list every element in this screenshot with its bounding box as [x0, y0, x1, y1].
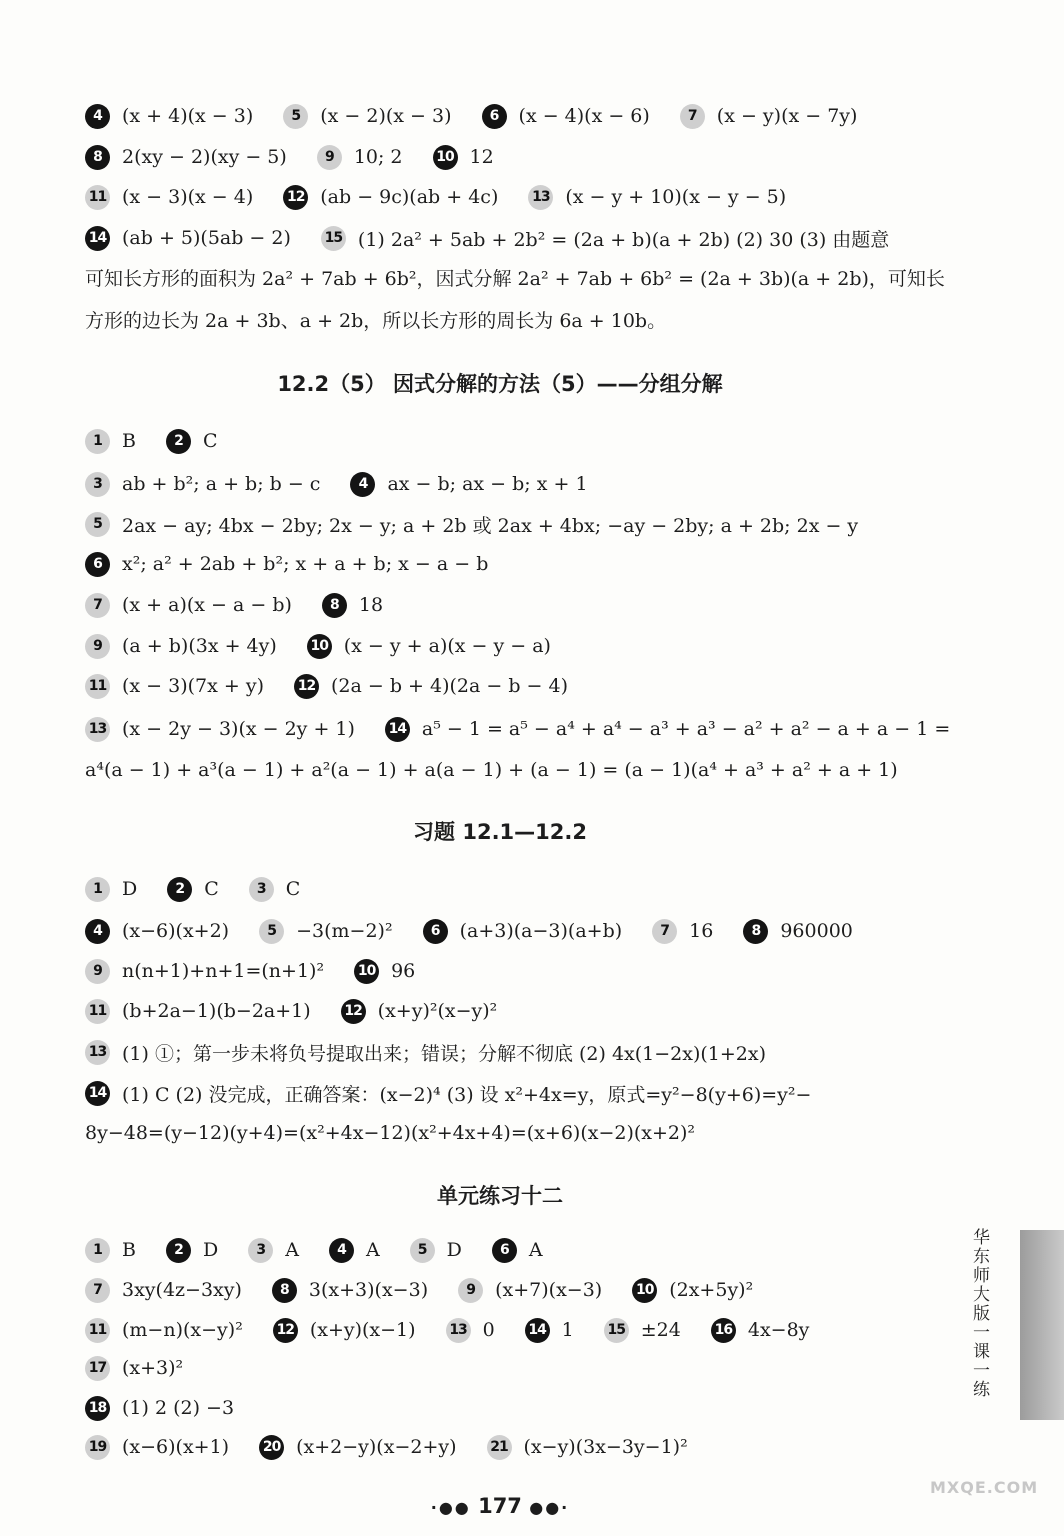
- question-number-badge: 15: [604, 1318, 629, 1343]
- answer-item: [525, 1318, 574, 1343]
- answer-item: [680, 104, 858, 129]
- question-number-badge: 12: [273, 1318, 298, 1343]
- answer-text: (x+3)²: [122, 1357, 184, 1379]
- s2-line-5: [85, 1077, 994, 1109]
- answer-text: (1) 2 (2) −3: [122, 1397, 235, 1419]
- answer-text: (x − y + a)(x − y − a): [343, 635, 551, 657]
- answer-text: A: [365, 1239, 380, 1261]
- answer-item: [307, 634, 551, 659]
- answer-text: (x − 2y − 3)(x − 2y + 1): [122, 718, 355, 740]
- answer-text: A: [285, 1239, 299, 1261]
- answer-text: (2x+5y)²: [669, 1279, 754, 1301]
- question-number-badge: 1: [85, 877, 110, 902]
- question-number-badge: 6: [492, 1238, 517, 1263]
- question-number-badge: 12: [294, 674, 319, 699]
- answer-text: (a + b)(3x + 4y): [122, 635, 277, 657]
- answer-text: ab + b²; a + b; b − c: [122, 473, 321, 495]
- answer-text: C: [285, 878, 301, 900]
- question-number-badge: 19: [85, 1435, 110, 1460]
- question-number-badge: 3: [248, 1238, 273, 1263]
- answer-text: 96: [391, 960, 416, 982]
- question-number-badge: 14: [525, 1318, 550, 1343]
- answer-text: (x+7)(x−3): [495, 1279, 603, 1301]
- answer-item: [166, 1238, 218, 1263]
- answer-item: [85, 145, 287, 170]
- s3-line-4: [85, 1392, 994, 1424]
- answer-text: ±24: [640, 1319, 681, 1341]
- answer-item: [321, 225, 889, 252]
- answer-text: C: [202, 430, 218, 452]
- answer-item: [85, 1356, 183, 1381]
- answer-text: a⁵ − 1 = a⁵ − a⁴ + a⁴ − a³ + a³ − a² + a² − a + a − 1 =: [421, 718, 951, 740]
- section-title-unit-practice: 单元练习十二: [437, 1184, 563, 1208]
- answer-text: D: [446, 1239, 462, 1261]
- s2-line-0: [85, 873, 994, 905]
- question-number-badge: 21: [487, 1435, 512, 1460]
- s1-line-6: [85, 670, 994, 702]
- answer-item: [85, 877, 137, 902]
- s1-line-1: [85, 468, 994, 500]
- question-number-badge: 5: [85, 512, 110, 537]
- answer-item: [166, 429, 218, 454]
- question-number-badge: 8: [85, 145, 110, 170]
- question-number-badge: 1: [85, 429, 110, 454]
- answer-item: [248, 1238, 299, 1263]
- question-number-badge: 14: [385, 717, 410, 742]
- side-tab-label: 华东师大版一课一练: [969, 1228, 989, 1399]
- question-number-badge: 5: [259, 919, 284, 944]
- question-number-badge: 3: [249, 877, 274, 902]
- answer-item: [85, 1080, 811, 1107]
- answer-text: (x − 3)(x − 4): [122, 186, 254, 208]
- answer-item: [85, 674, 264, 699]
- answer-text: (x − 2)(x − 3): [320, 105, 452, 127]
- answer-item: [433, 145, 494, 170]
- question-number-badge: 7: [85, 1278, 110, 1303]
- question-number-badge: 4: [85, 919, 110, 944]
- question-number-badge: 6: [85, 552, 110, 577]
- answer-item: [385, 717, 950, 742]
- question-number-badge: 4: [329, 1238, 354, 1263]
- answer-item: [167, 877, 219, 902]
- answer-text: 1: [561, 1319, 574, 1341]
- answer-text: 18: [358, 594, 384, 616]
- s1-paragraph: a⁴(a − 1) + a³(a − 1) + a²(a − 1) + a(a − 1) + (a − 1) = (a − 1)(a⁴ + a³ + a² + a + 1): [85, 759, 898, 781]
- answer-item: [482, 104, 650, 129]
- top-line-0: [85, 100, 994, 132]
- s1-line-2: [85, 508, 994, 540]
- top-line-1: [85, 141, 994, 173]
- answer-item: [350, 472, 587, 497]
- answer-item: [354, 959, 415, 984]
- question-number-badge: 8: [272, 1278, 297, 1303]
- s3-line-2: [85, 1314, 994, 1346]
- s2-line-3: [85, 995, 994, 1027]
- answer-item: [652, 919, 713, 944]
- answer-item: [85, 429, 136, 454]
- page-dots-left: ·●●: [430, 1498, 471, 1517]
- question-number-badge: 15: [321, 226, 346, 251]
- answer-item: [492, 1238, 543, 1263]
- answer-text: (x − 4)(x − 6): [518, 105, 650, 127]
- s3-line-0: [85, 1234, 994, 1266]
- watermark-logo: MXQE.COM: [930, 1478, 1039, 1497]
- answer-text: 10; 2: [353, 146, 403, 168]
- s1-line-3: [85, 548, 994, 580]
- question-number-badge: 11: [85, 999, 110, 1024]
- answer-text: (2a − b + 4)(2a − b − 4): [331, 675, 568, 697]
- answer-text: (x + 4)(x − 3): [122, 105, 254, 127]
- answer-item: [85, 717, 355, 742]
- answer-item: [743, 919, 853, 944]
- answer-text: (ab + 5)(5ab − 2): [122, 227, 291, 249]
- answer-item: [273, 1318, 416, 1343]
- question-number-badge: 13: [446, 1318, 471, 1343]
- answer-text: 960000: [780, 920, 853, 942]
- question-number-badge: 16: [711, 1318, 736, 1343]
- s2-line-2: [85, 955, 994, 987]
- question-number-badge: 8: [743, 919, 768, 944]
- answer-item: [283, 185, 498, 210]
- question-number-badge: 20: [259, 1435, 284, 1460]
- question-number-badge: 7: [652, 919, 677, 944]
- answer-text: n(n+1)+n+1=(n+1)²: [122, 960, 325, 982]
- section-title-grouping: 12.2（5） 因式分解的方法（5）——分组分解: [277, 372, 723, 396]
- answer-text: (ab − 9c)(ab + 4c): [320, 186, 499, 208]
- question-number-badge: 10: [433, 145, 458, 170]
- answer-item: [272, 1278, 428, 1303]
- question-number-badge: 11: [85, 674, 110, 699]
- answer-item: [259, 919, 392, 944]
- answer-text: 3(x+3)(x−3): [308, 1279, 429, 1301]
- answer-item: [85, 1278, 242, 1303]
- answer-text: D: [122, 878, 138, 900]
- question-number-badge: 2: [167, 877, 192, 902]
- answer-item: [317, 145, 403, 170]
- answer-item: [85, 1039, 766, 1066]
- question-number-badge: 3: [85, 472, 110, 497]
- answer-text: C: [204, 878, 219, 900]
- question-number-badge: 14: [85, 226, 110, 251]
- question-number-badge: 9: [85, 634, 110, 659]
- question-number-badge: 9: [85, 959, 110, 984]
- question-number-badge: 13: [528, 185, 553, 210]
- question-number-badge: 4: [85, 104, 110, 129]
- answer-item: [329, 1238, 380, 1263]
- answer-item: [85, 1396, 234, 1421]
- answer-text: (x − y)(x − 7y): [716, 105, 858, 127]
- question-number-badge: 10: [632, 1278, 657, 1303]
- top-paragraph-0: 可知长方形的面积为 2a² + 7ab + 6b²，因式分解 2a² + 7ab + 6b² = (2a + 3b)(a + 2b)，可知长: [85, 268, 945, 290]
- answer-item: [632, 1278, 753, 1303]
- s3-line-1: [85, 1274, 994, 1306]
- question-number-badge: 7: [680, 104, 705, 129]
- answer-text: 2ax − ay; 4bx − 2by; 2x − y; a + 2b 或 2ax + 4bx; −ay − 2by; a + 2b; 2x − y: [122, 514, 859, 537]
- answer-item: [85, 1435, 229, 1460]
- answer-text: B: [122, 430, 136, 452]
- s2-line-1: [85, 915, 994, 947]
- question-number-badge: 13: [85, 1040, 110, 1065]
- page-number: 177: [478, 1494, 522, 1518]
- answer-text: (b+2a−1)(b−2a+1): [122, 1000, 311, 1022]
- s3-line-5: [85, 1431, 994, 1463]
- question-number-badge: 10: [307, 634, 332, 659]
- answer-item: [85, 552, 488, 577]
- answer-text: x²; a² + 2ab + b²; x + a + b; x − a − b: [122, 553, 489, 575]
- answer-item: [85, 999, 311, 1024]
- answer-item: [410, 1238, 462, 1263]
- question-number-badge: 18: [85, 1396, 110, 1421]
- answer-item: [85, 185, 253, 210]
- answer-item: [446, 1318, 495, 1343]
- answer-item: [423, 919, 623, 944]
- question-number-badge: 1: [85, 1238, 110, 1263]
- answer-text: (1) 2a² + 5ab + 2b² = (2a + b)(a + 2b) (2) 30 (3) 由题意: [357, 228, 890, 251]
- page-number-row: [0, 1494, 1000, 1518]
- s3-line-3: [85, 1352, 994, 1384]
- s2-line-4: [85, 1036, 994, 1068]
- question-number-badge: 6: [482, 104, 507, 129]
- answer-item: [487, 1435, 688, 1460]
- answer-item: [249, 877, 301, 902]
- question-number-badge: 4: [350, 472, 375, 497]
- question-number-badge: 14: [85, 1081, 110, 1106]
- answer-text: 12: [469, 146, 494, 168]
- s2-paragraph: 8y−48=(y−12)(y+4)=(x²+4x−12)(x²+4x+4)=(x+6)(x−2)(x+2)²: [85, 1122, 696, 1144]
- question-number-badge: 11: [85, 185, 110, 210]
- answer-text: 4x−8y: [747, 1319, 810, 1341]
- answer-item: [85, 472, 320, 497]
- question-number-badge: 17: [85, 1356, 110, 1381]
- answer-item: [85, 511, 858, 538]
- answer-text: (x+y)²(x−y)²: [377, 1000, 498, 1022]
- answer-item: [528, 185, 786, 210]
- answer-item: [85, 959, 324, 984]
- top-line-2: [85, 181, 994, 213]
- answer-text: 2(xy − 2)(xy − 5): [122, 146, 287, 168]
- question-number-badge: 7: [85, 593, 110, 618]
- answer-text: (x + a)(x − a − b): [122, 594, 292, 616]
- answer-item: [283, 104, 451, 129]
- answer-item: [85, 919, 229, 944]
- question-number-badge: 13: [85, 717, 110, 742]
- answer-item: [259, 1435, 456, 1460]
- answer-text: (a+3)(a−3)(a+b): [459, 920, 623, 942]
- answer-item: [85, 634, 277, 659]
- top-line-3: [85, 222, 994, 254]
- answer-item: [604, 1318, 681, 1343]
- question-number-badge: 12: [283, 185, 308, 210]
- answer-text: D: [202, 1239, 219, 1261]
- answer-item: [85, 104, 253, 129]
- question-number-badge: 12: [341, 999, 366, 1024]
- answer-text: (x+y)(x−1): [309, 1319, 416, 1341]
- question-number-badge: 5: [283, 104, 308, 129]
- answer-item: [341, 999, 498, 1024]
- answer-text: (x+2−y)(x−2+y): [296, 1436, 457, 1458]
- answer-text: 3xy(4z−3xy): [122, 1279, 242, 1301]
- answer-text: (1) C (2) 没完成，正确答案：(x−2)⁴ (3) 设 x²+4x=y，原式=y²−8(y+6)=y²−: [122, 1083, 812, 1106]
- answer-text: B: [122, 1239, 136, 1261]
- answer-item: [458, 1278, 602, 1303]
- answer-text: A: [528, 1239, 543, 1261]
- answer-text: ax − b; ax − b; x + 1: [387, 473, 588, 495]
- question-number-badge: 9: [317, 145, 342, 170]
- question-number-badge: 8: [322, 593, 347, 618]
- answer-text: (1) ①；第一步未将负号提取出来；错误；分解不彻底 (2) 4x(1−2x)(1+2x): [122, 1042, 767, 1065]
- s1-line-0: [85, 425, 994, 457]
- answer-text: (x−y)(3x−3y−1)²: [523, 1436, 688, 1458]
- answer-text: (x−6)(x+2): [122, 920, 230, 942]
- answer-text: (x − 3)(7x + y): [122, 675, 264, 697]
- s1-line-5: [85, 630, 994, 662]
- side-tab: [1020, 1230, 1064, 1420]
- answer-item: [711, 1318, 810, 1343]
- answer-text: −3(m−2)²: [296, 920, 393, 942]
- question-number-badge: 9: [458, 1278, 483, 1303]
- answer-item: [85, 226, 291, 251]
- question-number-badge: 10: [354, 959, 379, 984]
- answer-text: (x − y + 10)(x − y − 5): [565, 186, 787, 208]
- answer-text: 16: [689, 920, 714, 942]
- question-number-badge: 11: [85, 1318, 110, 1343]
- question-number-badge: 6: [423, 919, 448, 944]
- answer-item: [85, 593, 292, 618]
- page-dots-right: ●●·: [529, 1498, 570, 1517]
- answer-item: [85, 1238, 136, 1263]
- s1-line-4: [85, 589, 994, 621]
- answer-item: [294, 674, 568, 699]
- question-number-badge: 5: [410, 1238, 435, 1263]
- answer-item: [85, 1318, 243, 1343]
- question-number-badge: 2: [166, 429, 191, 454]
- answer-text: 0: [482, 1319, 495, 1341]
- s1-line-7: [85, 713, 994, 745]
- answer-item: [322, 593, 383, 618]
- answer-text: (x−6)(x+1): [122, 1436, 230, 1458]
- top-paragraph-1: 方形的边长为 2a + 3b、a + 2b，所以长方形的周长为 6a + 10b。: [85, 310, 667, 332]
- section-title-exercises: 习题 12.1—12.2: [413, 820, 587, 844]
- question-number-badge: 2: [166, 1238, 191, 1263]
- answer-text: (m−n)(x−y)²: [122, 1319, 243, 1341]
